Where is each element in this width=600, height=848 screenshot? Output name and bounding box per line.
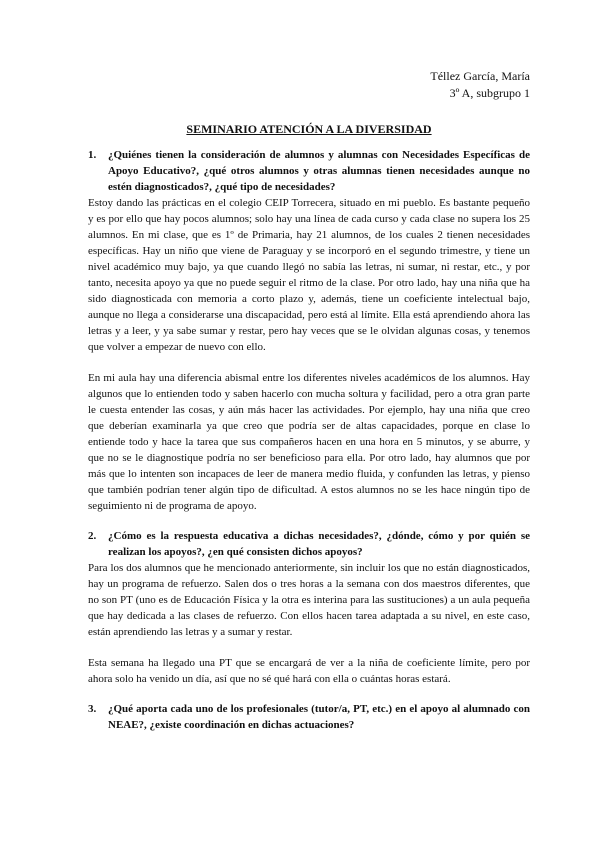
author-block [88, 68, 530, 102]
author-name: Téllez García, María [430, 69, 530, 83]
document-title: SEMINARIO ATENCIÓN A LA DIVERSIDAD [186, 122, 432, 136]
question-text: ¿Quiénes tienen la consideración de alumnos y alumnas con Necesidades Específicas de Apoyo Educativo?, ¿qué otros alumnos y otras alumnas tienen necesidades aunque no estén diagnosticados?, ¿qué tipo de necesidades? [108, 149, 530, 193]
paragraph: Esta semana ha llegado una PT que se encargará de ver a la niña de coeficiente límite, pero por ahora solo ha venido un día, así que no sé qué hará con ella o cuántas horas estará. [88, 657, 530, 685]
question-1 [88, 147, 530, 195]
question-number: 3. [88, 703, 97, 715]
question-number: 1. [88, 149, 97, 161]
question-3 [88, 701, 530, 733]
question-2 [88, 528, 530, 560]
paragraph: Para los dos alumnos que he mencionado anteriormente, sin incluir los que no están diagnosticados, hay un programa de refuerzo. Salen dos o tres horas a la semana con dos maestros diferentes, que no son PT (uno es de Educación Física y la otra es interina para las sustituciones) a un aula pequeña que hay dedicada a las clases de refuerzo. Con ellos hacen tarea adaptada a su nivel, en este caso, están aprendiendo las letras y a sumar y restar. [88, 562, 530, 638]
paragraph: Estoy dando las prácticas en el colegio CEIP Torrecera, situado en mi pueblo. Es bastante pequeño y es por ello que hay pocos alumnos; solo hay una línea de cada curso y cada clase no supera los 25 alumnos. En mi clase, que es 1º de Primaria, hay 21 alumnos, de los cuales 2 tienen necesidades específicas. Hay un niño que viene de Paraguay y se incorporó en el segundo trimestre, y tiene un nivel académico muy bajo, ya que cuando llegó no sabía las letras, ni sumar, ni restar, etc., y por tanto, necesita apoyo ya que no puede seguir el ritmo de la clase. Por otro lado, hay una niña que ha sido diagnosticada con memoria a corto plazo y, además, tiene un coeficiente intelectual bajo, aunque no llega a considerarse una discapacidad, pero está al límite. Ella está aprendiendo ahora las letras y a leer, y ya sabe sumar y restar, pero hay veces que se le olvidan algunas cosas, y tenemos que volver a empezar de nuevo con ello. [88, 197, 530, 353]
group-label: 3º A, subgrupo 1 [449, 86, 530, 100]
question-text: ¿Cómo es la respuesta educativa a dichas necesidades?, ¿dónde, cómo y por quién se realizan los apoyos?, ¿en qué consisten dichos apoyos? [108, 530, 530, 558]
paragraph: En mi aula hay una diferencia abismal entre los diferentes niveles académicos de los alumnos. Hay algunos que lo entienden todo y saben hacerlo con mucha soltura y facilidad, pero a otra gran parte le cuesta entender las cosas, y aún más hacer las actividades. Por ejemplo, hay una niña que creo que deberían examinarla ya que creo que podría ser de altas capacidades, porque en clase lo entiende todo y hace la tarea que sus compañeros hacen en una hora en 5 minutos, y se aburre, y que no se le diagnostique podría no ser beneficioso para ella. Por otro lado, hay alumnos que por más que lo intenten son incapaces de leer de manera medio fluida, y confunden las letras, y pienso que también podrían tener algún tipo de dificultad. A estos alumnos no se les hace ningún tipo de seguimiento ni de programa de apoyo. [88, 372, 530, 512]
question-text: ¿Qué aporta cada uno de los profesionales (tutor/a, PT, etc.) en el apoyo al alumnado con NEAE?, ¿existe coordinación en dichas actuaciones? [108, 703, 530, 731]
question-number: 2. [88, 530, 97, 542]
